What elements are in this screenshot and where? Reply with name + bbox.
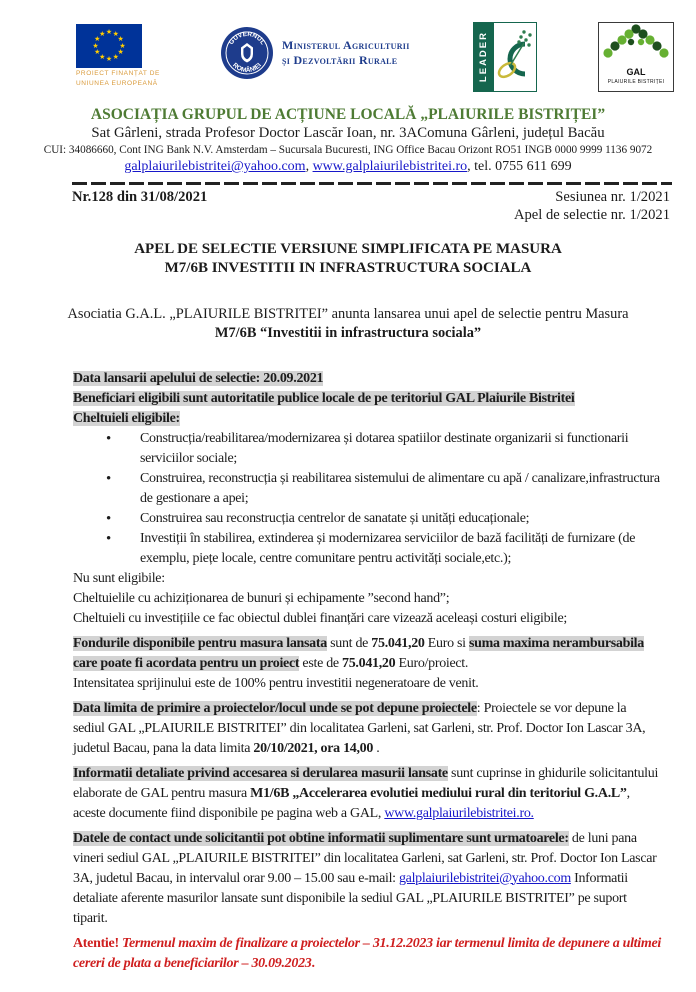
leader-emblem (494, 22, 537, 92)
text-segment: Construirea, reconstrucția și reabilitarea sistemului de alimentare cu apă / canalizare,infrastructura de gestionare a apei; (140, 470, 660, 506)
association-name: ASOCIAȚIA GRUPUL DE ACȚIUNE LOCALĂ „PLAIURILE BISTRIȚEI” (90, 106, 606, 123)
website-link[interactable]: www.galplaiurilebistritei.ro (312, 159, 468, 174)
beneficiaries-line (73, 389, 661, 409)
contact-phone: , tel. 0755 611 699 (467, 159, 572, 174)
funds-paragraph (73, 634, 661, 674)
deadline-paragraph (73, 699, 661, 759)
romanian-government-seal-icon (220, 26, 274, 80)
contact-info-paragraph (73, 829, 661, 929)
eu-star-icon: ★ (92, 41, 99, 50)
text-segment: suma maxima nerambursabila care poate fi acordata pentru un proiect (73, 635, 644, 671)
detailed-info-paragraph (73, 764, 661, 824)
eu-star-icon: ★ (99, 53, 106, 62)
text-segment: de luni pana vineri sediul GAL „PLAIURILE BISTRITEI” din localitatea Garleni, sat Garleni, str. Prof. Doctor Ion Lascar 3A, judetul Bacau, in intervalul orar 9.00 – 15.00 sau e-mail: (73, 830, 657, 886)
inline-link[interactable]: www.galplaiurilebistritei.ro. (384, 805, 534, 821)
intro-line1: Asociatia G.A.L. „PLAIURILE BISTRITEI” anunta lansarea unui apel de selectie pentru Masura (67, 305, 629, 322)
text-segment: Datele de contact unde solicitantii pot obtine informatii suplimentare sunt urmatoarele: (73, 830, 569, 846)
text-segment: Investiții în stabilirea, extinderea și modernizarea serviciilor de bază facilități de furnizare (de exemplu, piețe locale, centre comunitare pentru activități sociale,etc.); (140, 530, 636, 566)
eu-star-icon: ★ (105, 55, 113, 63)
title-line2: M7/6B INVESTITII IN INFRASTRUCTURA SOCIALA (164, 259, 532, 276)
text-segment: 20/10/2021, ora 14,00 (253, 740, 374, 756)
leader-logo (473, 22, 537, 92)
email-link[interactable]: galplaiurilebistritei@yahoo.com (124, 159, 306, 174)
eu-star-icon: ★ (94, 34, 101, 43)
intro-line2: M7/6B “Investitii in infrastructura sociala” (214, 324, 482, 341)
ministry-line1: Ministerul Agriculturii (282, 38, 410, 52)
text-segment: : Proiectele se vor depune la sediul GAL „PLAIURILE BISTRITEI” din localitatea Garleni, sat Garleni, str. Prof. Doctor Ion Lascar 3A, judetul Bacau, pana la data limita (73, 700, 646, 756)
text-segment: Construcția/reabilitarea/modernizarea și dotarea spatiilor destinate organizarii si functionarii serviciilor sociale; (140, 430, 629, 466)
ministry-line2: și Dezvoltării Rurale (282, 53, 398, 67)
eu-star-icon: ★ (99, 29, 106, 38)
text-segment: Euro si (424, 635, 469, 651)
text-segment: Termenul maxim de finalizare a proiectelor – 31.12.2023 iar termenul limita de depunere a ultimei cereri de plata a beneficiarilor – 30.09.2023 (73, 935, 661, 971)
intro-paragraph (0, 305, 696, 343)
eu-flag-icon (76, 24, 142, 68)
eu-caption-line2: UNIUNEA EUROPEANĂ (76, 80, 158, 87)
text-segment: Cheltuieli eligibile: (73, 410, 180, 426)
association-contact-line (0, 158, 696, 175)
not-eligible-heading (73, 569, 661, 589)
text-segment: Data lansarii apelului de selectie: 20.09.2021 (73, 370, 324, 386)
text-segment: Beneficiari eligibili sunt autoritatile publice locale de pe teritoriul GAL Plaiurile Bistritei (73, 390, 575, 406)
text-segment: . (373, 740, 380, 756)
text-segment: sunt cuprinse in ghidurile solicitantului elaborate de GAL pentru masura (73, 765, 659, 801)
not-eligible-item-1 (73, 589, 661, 609)
session-number: Sesiunea nr. 1/2021 (555, 188, 670, 205)
logo-row (0, 0, 696, 104)
association-cui-line: CUI: 34086660, Cont ING Bank N.V. Amsterdam – Sucursala Bucuresti, ING Office Bacau Orizont RO51 INGB 0000 9999 1136 9072 (43, 144, 653, 156)
text-segment: , aceste documente fiind disponibile pe pagina web a GAL, (73, 785, 630, 821)
gal-mountain-dots-icon (600, 23, 672, 63)
text-segment: . (311, 955, 315, 971)
eu-star-icon: ★ (117, 34, 124, 43)
meta-row (0, 185, 696, 206)
eu-star-icon: ★ (112, 53, 119, 62)
gal-plaiurile-bistritei-logo (598, 22, 674, 92)
text-segment: Euro/proiect. (395, 655, 469, 671)
eligible-item-3 (73, 509, 661, 529)
eu-star-icon: ★ (94, 48, 101, 57)
text-segment: Cheltuieli cu investițiile ce fac obiectul dublei finanțări care vizează aceleași costuri eligibile; (73, 610, 567, 626)
text-segment: Construirea sau reconstrucția centrelor de sanatate și unități educaționale; (140, 510, 530, 526)
title-line1: APEL DE SELECTIE VERSIUNE SIMPLIFICATA PE MASURA (134, 240, 562, 257)
leader-label: LEADER (478, 31, 489, 83)
not-eligible-item-2 (73, 609, 661, 629)
text-segment: Informatii detaliate aferente masurilor lansate sunt disponibile la sediul GAL „PLAIURILE BISTRITEI” pe suport tiparit. (73, 870, 628, 926)
text-segment: este de (299, 655, 343, 671)
text-segment: Atentie! (73, 935, 119, 951)
document-title (0, 240, 696, 278)
eu-star-icon: ★ (117, 48, 124, 57)
gal-label: GAL (626, 67, 646, 77)
ministry-name (282, 38, 410, 68)
gal-sublabel: PLAIURILE BISTRIȚEI (607, 79, 665, 85)
text-segment: sunt de (326, 635, 372, 651)
text-segment: Informatii detaliate privind accesarea si derularea masurii lansate (73, 765, 448, 781)
text-segment: M1/6B „Accelerarea evolutiei mediului rural din teritoriul G.A.L” (250, 785, 627, 801)
text-segment: Intensitatea sprijinului este de 100% pentru investitii negeneratoare de venit. (73, 675, 479, 691)
text-segment: 75.041,20 (371, 635, 425, 651)
text-segment: Data limita de primire a proiectelor/locul unde se pot depune proiectele (73, 700, 477, 716)
eu-funding-logo (76, 24, 160, 88)
launch-date-line (73, 369, 661, 389)
eligible-item-2 (73, 469, 661, 509)
text-segment: Fondurile disponibile pentru masura lansata (73, 635, 327, 651)
association-address: Sat Gârleni, strada Profesor Doctor Lascăr Ioan, nr. 3AComuna Gârleni, județul Bacău (91, 125, 605, 141)
seal-bottom-text: ROMÂNIEI (231, 61, 263, 75)
contact-separator: , (305, 159, 313, 174)
government-logo-block (220, 26, 410, 80)
eu-caption-line1: PROIECT FINANȚAT DE (76, 70, 160, 77)
call-number: Apel de selectie nr. 1/2021 (513, 206, 670, 223)
eu-star-icon: ★ (105, 28, 113, 36)
eligible-item-4 (73, 529, 661, 569)
eligible-item-1 (73, 429, 661, 469)
text-segment: Nu sunt eligibile: (73, 570, 165, 586)
leader-sprout-icon (494, 23, 535, 91)
eu-star-icon: ★ (119, 41, 126, 50)
text-segment: 75.041,20 (342, 655, 396, 671)
seal-top-text: GUVERNUL (227, 30, 267, 47)
document-number: Nr.128 din 31/08/2021 (72, 188, 208, 205)
eligible-costs-heading (73, 409, 661, 429)
document-body (0, 343, 696, 974)
leader-label-strip (473, 22, 494, 92)
eu-star-icon: ★ (112, 29, 119, 38)
text-segment: Cheltuielile cu achiziționarea de bunuri și echipamente ”second hand”; (73, 590, 450, 606)
attention-paragraph (73, 934, 661, 974)
inline-link[interactable]: galplaiurilebistritei@yahoo.com (398, 870, 571, 886)
intensity-line (73, 674, 661, 694)
